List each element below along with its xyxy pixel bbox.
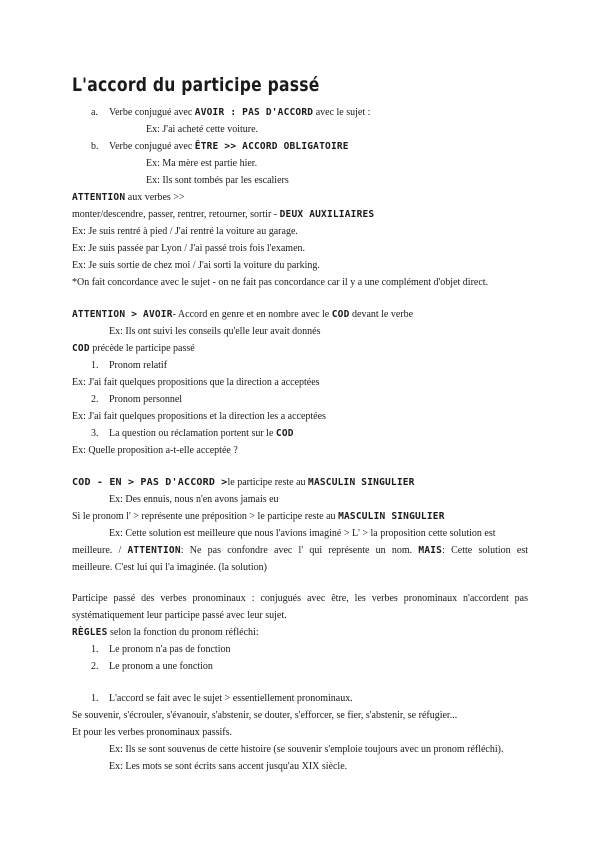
example: Ex: J'ai fait quelques propositions que la direction a acceptées — [72, 377, 320, 388]
paragraph-line: Et pour les verbes pronominaux passifs. — [72, 727, 232, 738]
list-item: Pronom personnel — [109, 394, 183, 405]
text: - Accord en genre et en nombre avec le — [172, 309, 330, 320]
list-marker: 2. — [91, 661, 99, 672]
keyword: DEUX AUXILIAIRES — [279, 209, 375, 220]
paragraph-line: meilleure. C'est lui qui l'a imaginée. (la solution) — [72, 562, 267, 573]
text: avec le sujet : — [315, 107, 371, 118]
example: Ex: J'ai acheté cette voiture. — [146, 124, 259, 135]
list-marker: 1. — [91, 693, 99, 704]
example: Ex: Ils ont suivi les conseils qu'elle leur avait donnés — [109, 326, 321, 337]
example: Ex: Je suis rentré à pied / J'ai rentré la voiture au garage. — [72, 226, 298, 237]
keyword: ATTENTION > AVOIR — [72, 309, 173, 320]
list-item: Le pronom a une fonction — [109, 661, 213, 672]
cod-line — [72, 342, 195, 356]
example: Ex: Cette solution est meilleure que nous l'avions imaginé > L' > la proposition cette solution est — [109, 528, 496, 539]
text: meilleure. / — [72, 545, 122, 556]
list-item: Pronom relatif — [109, 360, 168, 371]
keyword: MASCULIN SINGULIER — [308, 477, 415, 488]
list-item — [109, 427, 294, 441]
list-item: Le pronom n'a pas de fonction — [109, 644, 231, 655]
text: La question ou réclamation portent sur le — [109, 428, 274, 439]
text: Si le pronom l' > représente une préposition > le participe reste au — [72, 511, 336, 522]
rule-avoir — [109, 106, 370, 120]
paragraph-line: Participe passé des verbes pronominaux : conjugués avec être, les verbes pronominaux n'accordent pas — [72, 593, 528, 604]
page-title: L'accord du participe passé — [72, 74, 320, 96]
keyword: MAIS — [418, 545, 443, 556]
verb-list — [72, 208, 374, 222]
rule-etre — [109, 140, 349, 154]
keyword: ATTENTION — [127, 545, 181, 556]
attention-note — [72, 544, 528, 558]
example: Ex: Ils sont tombés par les escaliers — [146, 175, 289, 186]
keyword: COD — [275, 428, 294, 439]
list-marker: a. — [91, 107, 98, 118]
keyword: AVOIR : PAS D'ACCORD — [194, 107, 314, 118]
paragraph-line: systématiquement leur participe passé avec leur sujet. — [72, 610, 287, 621]
list-marker: 1. — [91, 644, 99, 655]
attention-line — [72, 191, 185, 205]
example: Ex: J'ai fait quelques propositions et la direction les a acceptées — [72, 411, 326, 422]
list-marker: b. — [91, 141, 99, 152]
text: devant le verbe — [352, 309, 414, 320]
list-marker: 2. — [91, 394, 99, 405]
text: monter/descendre, passer, rentrer, retourner, sortir - — [72, 209, 280, 220]
keyword: MASCULIN SINGULIER — [338, 511, 445, 522]
list-marker: 3. — [91, 428, 99, 439]
example: Ex: Ma mère est partie hier. — [146, 158, 258, 169]
text: précède le participe passé — [92, 343, 195, 354]
list-marker: 1. — [91, 360, 99, 371]
example: Ex: Des ennuis, nous n'en avons jamais eu — [109, 494, 279, 505]
cod-en-line — [72, 476, 415, 490]
example: Ex: Ils se sont souvenus de cette histoire (se souvenir s'emploie toujours avec un pronom réfléchi). — [109, 744, 504, 755]
keyword: ATTENTION — [72, 192, 126, 203]
verb-list: Se souvenir, s'écrouler, s'évanouir, s'abstenir, se douter, s'efforcer, se fier, s'abstenir, se réfugier... — [72, 710, 458, 721]
keyword: RÈGLES — [72, 627, 108, 638]
pronoun-rule — [72, 510, 445, 524]
rules-line — [72, 626, 259, 640]
text: aux verbes >> — [127, 192, 185, 203]
example: Ex: Je suis sortie de chez moi / J'ai sorti la voiture du parking. — [72, 260, 320, 271]
keyword: COD — [72, 343, 90, 354]
text: Verbe conjugué avec — [109, 141, 193, 152]
text: Verbe conjugué avec — [109, 107, 193, 118]
note: *On fait concordance avec le sujet - on ne fait pas concordance car il y a une complément d'objet direct. — [72, 277, 489, 288]
keyword: ÊTRE >> ACCORD OBLIGATOIRE — [194, 141, 349, 152]
keyword: COD - EN > PAS D'ACCORD > — [72, 477, 228, 488]
text: : Cette solution est — [442, 545, 529, 556]
example: Ex: Quelle proposition a-t-elle acceptée ? — [72, 445, 238, 456]
text: selon la fonction du pronom réfléchi: — [110, 627, 259, 638]
text: : Ne pas confondre avec l' qui représente un nom. — [180, 545, 413, 556]
keyword: COD — [331, 309, 350, 320]
example: Ex: Les mots se sont écrits sans accent jusqu'au XIX siècle. — [109, 761, 348, 772]
text: le participe reste au — [227, 477, 306, 488]
example: Ex: Je suis passée par Lyon / J'ai passé trois fois l'examen. — [72, 243, 306, 254]
list-item: L'accord se fait avec le sujet > essentiellement pronominaux. — [109, 693, 353, 704]
attention-avoir — [72, 308, 413, 322]
